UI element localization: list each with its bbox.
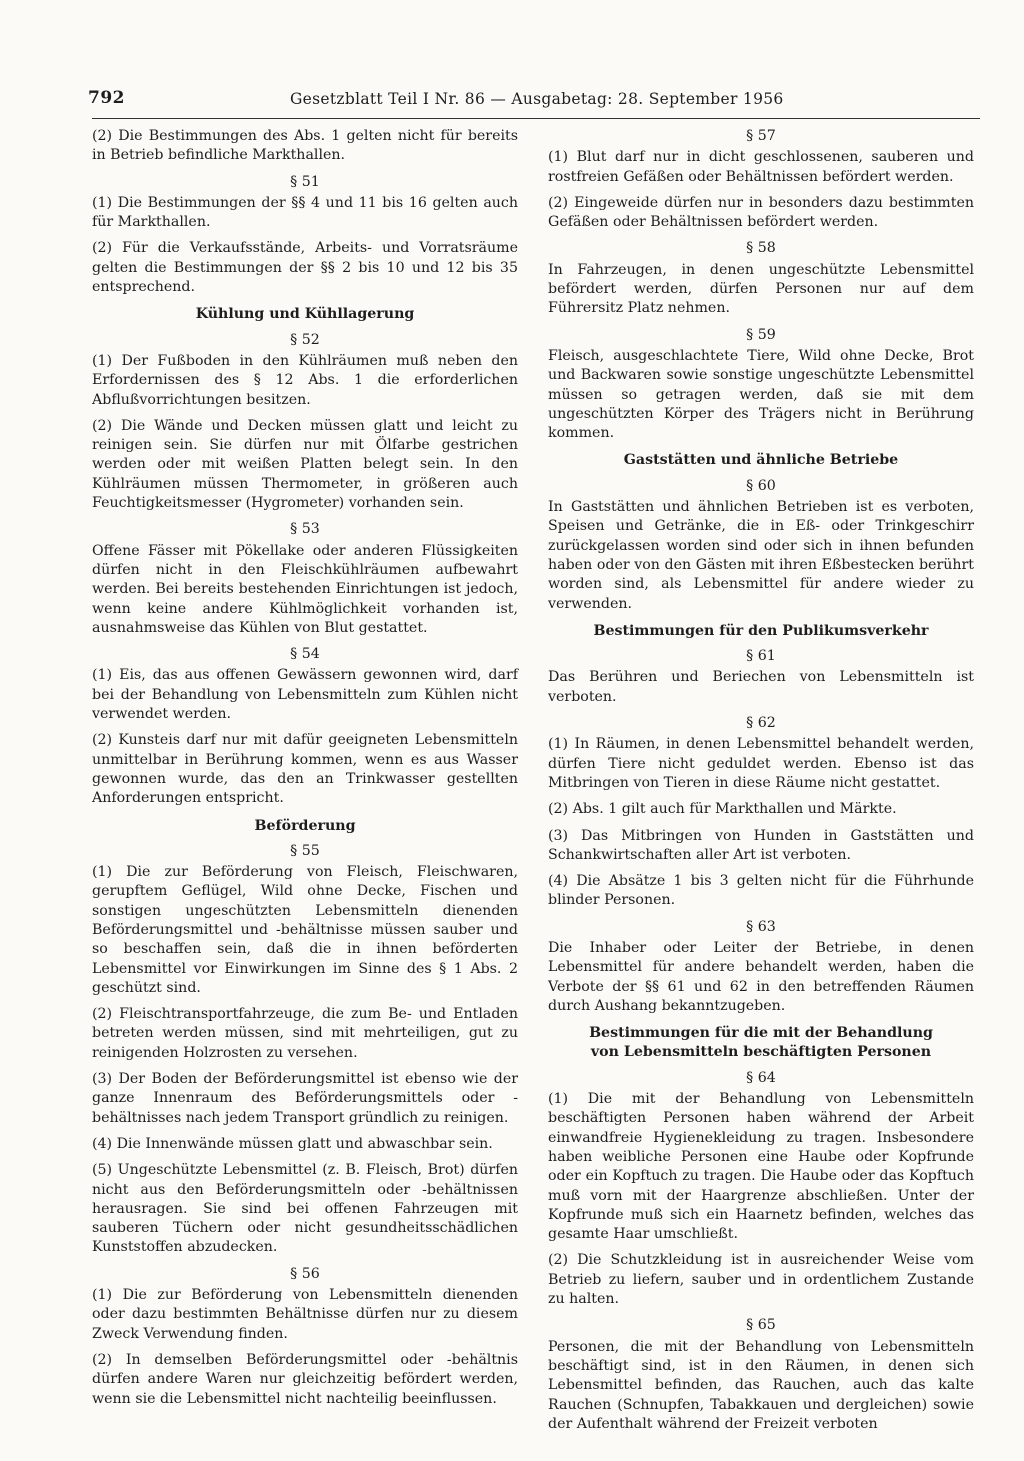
section-number: § 56 — [290, 1265, 320, 1282]
paragraph: (2) Die Schutzkleidung ist in ausreichender Weise vom Betrieb zu liefern, sauber und in ordentlichem Zustande zu halten. — [548, 1252, 974, 1308]
paragraph: (2) In demselben Beförderungsmittel oder -behältnis dürfen andere Waren nur gleichzeitig befördert werden, wenn sie die Lebensmittel nicht nachteilig beeinflussen. — [92, 1351, 518, 1407]
section-number: § 60 — [746, 477, 776, 494]
paragraph: Die Inhaber oder Leiter der Betriebe, in denen Lebensmittel für andere behandelt werden, haben die Verbote der §§ 61 und 62 in den betreffenden Räumen durch Aushang bekanntzugeben. — [548, 939, 974, 1014]
paragraph: (1) Eis, das aus offenen Gewässern gewonnen wird, darf bei der Behandlung von Lebensmitteln zum Kühlen nicht verwendet werden. — [92, 667, 518, 723]
paragraph: (2) Fleischtransportfahrzeuge, die zum Be- und Entladen betreten werden müssen, sind mit mehrteiligen, gut zu reinigenden Holzrosten zu versehen. — [92, 1006, 518, 1061]
paragraph: In Gaststätten und ähnlichen Betrieben ist es verboten, Speisen und Getränke, die in Eß- oder Trinkgeschirr zurückgelassen worden sind oder sich in ihnen befunden haben oder von den Gästen mit ihren Eßbestecken berührt worden sind, als Lebensmittel für andere wieder zu verwenden. — [548, 499, 974, 612]
page-header — [88, 88, 978, 118]
paragraph: (1) In Räumen, in denen Lebensmittel behandelt werden, dürfen Tiere nicht geduldet werden. Ebenso ist das Mitbringen von Tieren in diese Räume nicht gestattet. — [548, 736, 974, 791]
paragraph: (4) Die Innenwände müssen glatt und abwaschbar sein. — [92, 1135, 493, 1152]
paragraph: Fleisch, ausgeschlachtete Tiere, Wild ohne Decke, Brot und Backwaren sowie sonstige ungeschützte Lebensmittel müssen so getragen werden, daß sie mit dem ungeschützten Körper des Trägers nicht in Berührung kommen. — [548, 347, 974, 442]
gazette-title: Gesetzblatt Teil I Nr. 86 — Ausgabetag: 28. September 1956 — [290, 90, 784, 108]
paragraph: (2) Für die Verkaufsstände, Arbeits- und Vorratsräume gelten die Bestimmungen der §§ 2 bis 10 und 12 bis 35 entsprechend. — [92, 240, 518, 296]
paragraph: (3) Das Mitbringen von Hunden in Gaststätten und Schankwirtschaften aller Art ist verboten. — [548, 827, 974, 863]
section-number: § 64 — [746, 1069, 776, 1086]
section-number: § 55 — [290, 842, 320, 859]
left-column — [92, 127, 518, 1416]
section-heading: Gaststätten und ähnliche Betriebe — [623, 452, 899, 469]
section-number: § 58 — [746, 240, 776, 257]
right-column — [548, 127, 974, 1441]
section-heading: von Lebensmitteln beschäftigten Personen — [590, 1044, 932, 1061]
paragraph: (1) Die zur Beförderung von Fleisch, Fleischwaren, gerupftem Geflügel, Wild ohne Decke, Fischen und sonstigen ungeschützten Lebensmitteln dienenden Beförderungsmittel und -behältnisse müssen sauber und so beschaffen sein, daß die in ihnen beförderten Lebensmittel vor Einwirkungen im Sinne des § 1 Abs. 2 geschützt sind. — [92, 864, 518, 996]
paragraph: (2) Die Wände und Decken müssen glatt und leicht zu reinigen sein. Sie dürfen nur mit Ölfarbe gestrichen werden oder mit weißen Platten belegt sein. In den Kühlräumen müssen Thermometer, in größeren auch Feuchtigkeitsmesser (Hygrometer) vorhanden sein. — [92, 417, 518, 512]
paragraph: Das Berühren und Beriechen von Lebensmitteln ist verboten. — [548, 669, 974, 705]
section-heading: Beförderung — [254, 817, 356, 834]
section-number: § 51 — [290, 173, 320, 190]
section-heading: Bestimmungen für die mit der Behandlung — [589, 1025, 933, 1042]
paragraph: (1) Blut darf nur in dicht geschlossenen, sauberen und rostfreien Gefäßen oder Behältnissen befördert werden. — [548, 149, 974, 185]
section-number: § 63 — [746, 918, 776, 935]
paragraph: (2) Eingeweide dürfen nur in besonders dazu bestimmten Gefäßen oder Behältnissen befördert werden. — [548, 194, 974, 231]
header-rule — [92, 118, 980, 119]
paragraph: (2) Abs. 1 gilt auch für Markthallen und Märkte. — [548, 801, 897, 818]
section-number: § 54 — [290, 646, 320, 663]
paragraph: Personen, die mit der Behandlung von Lebensmitteln beschäftigt sind, ist in den Räumen, in denen sich Lebensmittel befinden, das Rauchen, auch das kalte Rauchen (Schnupfen, Tabakkauen und dergleichen) sowie der Aufenthalt während der Freizeit verboten — [548, 1338, 974, 1432]
section-number: § 61 — [746, 648, 776, 665]
page-number: 792 — [88, 88, 125, 108]
paragraph: (1) Der Fußboden in den Kühlräumen muß neben den Erfordernissen des § 12 Abs. 1 die erforderlichen Abflußvorrichtungen besitzen. — [92, 352, 518, 408]
paragraph: (1) Die mit der Behandlung von Lebensmitteln beschäftigten Personen haben während der Arbeit einwandfreie Hygienekleidung zu tragen. Insbesondere haben weibliche Personen eine Haube oder Kopfrunde oder ein Kopftuch zu tragen. Die Haube oder das Kopftuch muß vorn mit der Haargrenze abschließen. Unter der Kopfrunde muß sich ein Haarnetz befinden, welches das gesamte Haar umschließt. — [548, 1091, 974, 1243]
paragraph: (1) Die Bestimmungen der §§ 4 und 11 bis 16 gelten auch für Markthallen. — [92, 194, 518, 231]
section-heading: Kühlung und Kühllagerung — [195, 306, 415, 323]
section-number: § 62 — [746, 715, 776, 732]
paragraph: (4) Die Absätze 1 bis 3 gelten nicht für die Führhunde blinder Personen. — [548, 873, 974, 909]
section-heading: Bestimmungen für den Publikumsverkehr — [593, 622, 929, 639]
section-number: § 57 — [746, 128, 776, 144]
section-number: § 53 — [290, 521, 320, 538]
paragraph: (1) Die zur Beförderung von Lebensmitteln dienenden oder dazu bestimmten Behältnisse dürfen nur zu diesem Zweck Verwendung finden. — [92, 1287, 518, 1342]
paragraph: (2) Die Bestimmungen des Abs. 1 gelten nicht für bereits in Betrieb befindliche Markthallen. — [92, 128, 518, 164]
paragraph: Offene Fässer mit Pökellake oder anderen Flüssigkeiten dürfen nicht in den Fleischkühlräumen aufbewahrt werden. Bei bereits bestehenden Einrichtungen ist jedoch, wenn keine andere Kühlmöglichkeit vorhanden ist, ausnahmsweise das Kühlen von Blut gestattet. — [92, 542, 518, 636]
paragraph: In Fahrzeugen, in denen ungeschützte Lebensmittel befördert werden, dürfen Personen nur auf dem Führersitz Platz nehmen. — [548, 261, 974, 317]
section-number: § 65 — [746, 1317, 776, 1334]
paragraph: (3) Der Boden der Beförderungsmittel ist ebenso wie der ganze Innenraum des Beförderungsmittels oder -behältnisses nach jedem Transport gründlich zu reinigen. — [92, 1071, 518, 1126]
paragraph: (5) Ungeschützte Lebensmittel (z. B. Fleisch, Brot) dürfen nicht aus den Beförderungsmitteln oder -behältnissen herausragen. Sie sind bei offenen Fahrzeugen mit sauberen Tüchern oder nicht gesundheitsschädlichen Kunststoffen abzudecken. — [92, 1162, 518, 1256]
section-number: § 52 — [290, 331, 320, 348]
section-number: § 59 — [746, 326, 776, 343]
paragraph: (2) Kunsteis darf nur mit dafür geeigneten Lebensmitteln unmittelbar in Berührung kommen, wenn es aus Wasser gewonnen wurde, das den an Trinkwasser gestellten Anforderungen entspricht. — [92, 732, 518, 807]
